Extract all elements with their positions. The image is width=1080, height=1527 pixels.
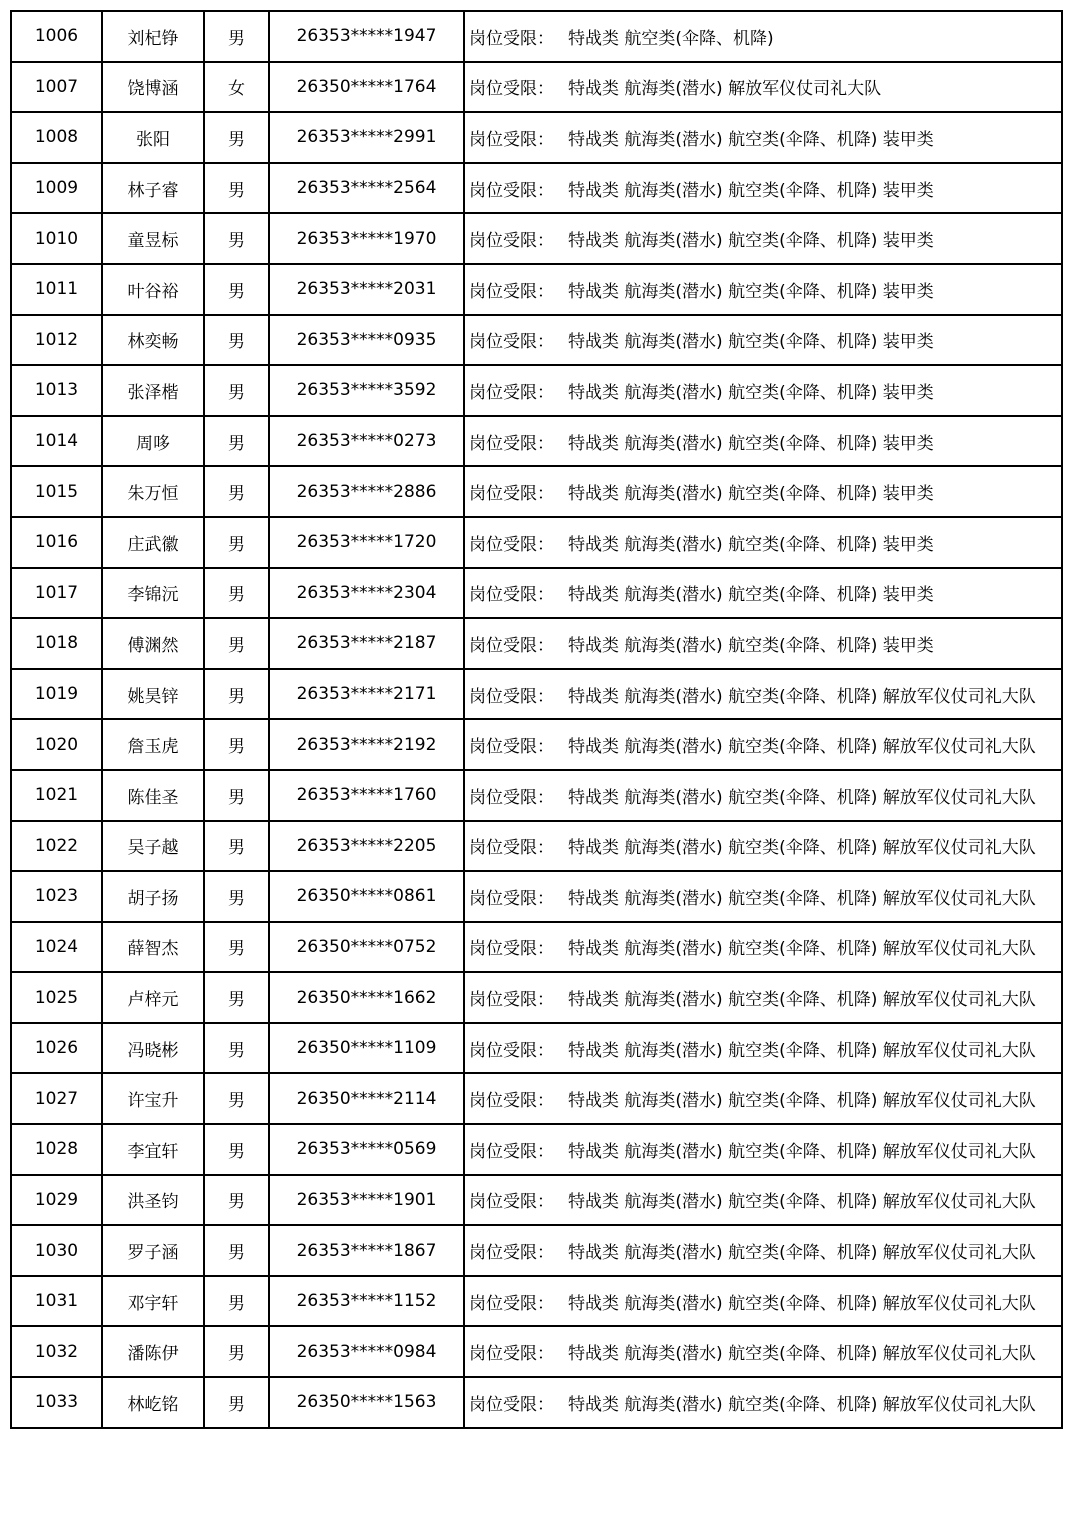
gender-cell: 男 [204, 315, 269, 366]
restriction-text: 特战类 航海类(潜水) 航空类(伞降、机降) 解放军仪仗司礼大队 [568, 1293, 1036, 1314]
restriction-text: 特战类 航海类(潜水) 航空类(伞降、机降) 解放军仪仗司礼大队 [568, 1091, 1036, 1112]
row-number-cell: 1014 [11, 416, 102, 467]
id-code-cell: 26350*****1662 [269, 972, 464, 1023]
name-cell: 罗子涵 [102, 1225, 204, 1276]
row-number-cell: 1012 [11, 315, 102, 366]
id-code-cell: 26353*****1867 [269, 1225, 464, 1276]
row-number-cell: 1011 [11, 264, 102, 315]
row-number-cell: 1029 [11, 1175, 102, 1226]
restriction-label: 岗位受限： [469, 787, 554, 808]
table-row [11, 62, 1062, 113]
restriction-note-cell [464, 365, 1062, 416]
restriction-label: 岗位受限： [469, 79, 554, 100]
restriction-label: 岗位受限： [469, 180, 554, 201]
row-number-cell: 1032 [11, 1326, 102, 1377]
name-cell: 卢梓元 [102, 972, 204, 1023]
name-cell: 许宝升 [102, 1073, 204, 1124]
name-cell: 冯晓彬 [102, 1023, 204, 1074]
name-cell: 李宜轩 [102, 1124, 204, 1175]
gender-cell: 男 [204, 365, 269, 416]
restriction-label: 岗位受限： [469, 1344, 554, 1365]
table-row [11, 1377, 1062, 1428]
restriction-text: 特战类 航海类(潜水) 航空类(伞降、机降) 解放军仪仗司礼大队 [568, 1243, 1036, 1264]
table-row [11, 770, 1062, 821]
row-number-cell: 1006 [11, 11, 102, 62]
id-code-cell: 26350*****0752 [269, 922, 464, 973]
restriction-label: 岗位受限： [469, 231, 554, 252]
row-number-cell: 1033 [11, 1377, 102, 1428]
table-row [11, 517, 1062, 568]
gender-cell: 男 [204, 1225, 269, 1276]
gender-cell: 男 [204, 163, 269, 214]
restriction-label: 岗位受限： [469, 585, 554, 606]
name-cell: 薛智杰 [102, 922, 204, 973]
name-cell: 饶博涵 [102, 62, 204, 113]
name-cell: 朱万恒 [102, 466, 204, 517]
restriction-note-cell [464, 1175, 1062, 1226]
gender-cell: 男 [204, 618, 269, 669]
row-number-cell: 1027 [11, 1073, 102, 1124]
row-number-cell: 1008 [11, 112, 102, 163]
gender-cell: 男 [204, 821, 269, 872]
restriction-text: 特战类 航海类(潜水) 航空类(伞降、机降) 解放军仪仗司礼大队 [568, 686, 1036, 707]
gender-cell: 男 [204, 568, 269, 619]
id-code-cell: 26353*****2886 [269, 466, 464, 517]
name-cell: 潘陈伊 [102, 1326, 204, 1377]
restriction-note-cell [464, 264, 1062, 315]
restriction-note-cell [464, 62, 1062, 113]
gender-cell: 男 [204, 871, 269, 922]
restriction-note-cell [464, 517, 1062, 568]
gender-cell: 男 [204, 669, 269, 720]
restriction-text: 特战类 航海类(潜水) 航空类(伞降、机降) 装甲类 [568, 534, 934, 555]
name-cell: 童昱标 [102, 213, 204, 264]
id-code-cell: 26353*****2192 [269, 719, 464, 770]
restriction-text: 特战类 航海类(潜水) 航空类(伞降、机降) 解放军仪仗司礼大队 [568, 990, 1036, 1011]
restriction-note-cell [464, 1326, 1062, 1377]
row-number-cell: 1022 [11, 821, 102, 872]
gender-cell: 男 [204, 112, 269, 163]
row-number-cell: 1021 [11, 770, 102, 821]
restriction-text: 特战类 航海类(潜水) 航空类(伞降、机降) 解放军仪仗司礼大队 [568, 1040, 1036, 1061]
gender-cell: 男 [204, 1124, 269, 1175]
id-code-cell: 26353*****0273 [269, 416, 464, 467]
restriction-note-cell [464, 972, 1062, 1023]
restriction-text: 特战类 航海类(潜水) 航空类(伞降、机降) 装甲类 [568, 635, 934, 656]
table-row [11, 466, 1062, 517]
gender-cell: 女 [204, 62, 269, 113]
restriction-table [10, 10, 1063, 1429]
name-cell: 吴子越 [102, 821, 204, 872]
restriction-text: 特战类 航海类(潜水) 航空类(伞降、机降) 解放军仪仗司礼大队 [568, 737, 1036, 758]
name-cell: 林子睿 [102, 163, 204, 214]
restriction-label: 岗位受限： [469, 281, 554, 302]
row-number-cell: 1025 [11, 972, 102, 1023]
table-row [11, 365, 1062, 416]
name-cell: 张泽楷 [102, 365, 204, 416]
row-number-cell: 1010 [11, 213, 102, 264]
restriction-text: 特战类 航海类(潜水) 航空类(伞降、机降) 解放军仪仗司礼大队 [568, 838, 1036, 859]
name-cell: 林奕畅 [102, 315, 204, 366]
restriction-note-cell [464, 112, 1062, 163]
table-row [11, 1124, 1062, 1175]
id-code-cell: 26353*****2991 [269, 112, 464, 163]
gender-cell: 男 [204, 972, 269, 1023]
name-cell: 邓宇轩 [102, 1276, 204, 1327]
row-number-cell: 1007 [11, 62, 102, 113]
restriction-label: 岗位受限： [469, 888, 554, 909]
id-code-cell: 26353*****1760 [269, 770, 464, 821]
gender-cell: 男 [204, 264, 269, 315]
id-code-cell: 26353*****2171 [269, 669, 464, 720]
restriction-label: 岗位受限： [469, 635, 554, 656]
name-cell: 詹玉虎 [102, 719, 204, 770]
id-code-cell: 26353*****2187 [269, 618, 464, 669]
table-row [11, 315, 1062, 366]
table-row [11, 669, 1062, 720]
id-code-cell: 26353*****1901 [269, 1175, 464, 1226]
restriction-text: 特战类 航海类(潜水) 航空类(伞降、机降) 装甲类 [568, 281, 934, 302]
gender-cell: 男 [204, 11, 269, 62]
gender-cell: 男 [204, 416, 269, 467]
table-row [11, 11, 1062, 62]
id-code-cell: 26353*****1152 [269, 1276, 464, 1327]
restriction-label: 岗位受限： [469, 1091, 554, 1112]
table-row [11, 163, 1062, 214]
restriction-text: 特战类 航海类(潜水) 航空类(伞降、机降) 解放军仪仗司礼大队 [568, 1141, 1036, 1162]
restriction-note-cell [464, 1023, 1062, 1074]
row-number-cell: 1026 [11, 1023, 102, 1074]
id-code-cell: 26353*****0935 [269, 315, 464, 366]
table-row [11, 213, 1062, 264]
id-code-cell: 26350*****1764 [269, 62, 464, 113]
id-code-cell: 26353*****0569 [269, 1124, 464, 1175]
restriction-text: 特战类 航空类(伞降、机降) [568, 28, 774, 49]
table-row [11, 1073, 1062, 1124]
restriction-label: 岗位受限： [469, 433, 554, 454]
row-number-cell: 1024 [11, 922, 102, 973]
id-code-cell: 26353*****2304 [269, 568, 464, 619]
gender-cell: 男 [204, 1073, 269, 1124]
table-row [11, 922, 1062, 973]
table-row [11, 719, 1062, 770]
id-code-cell: 26350*****1563 [269, 1377, 464, 1428]
restriction-text: 特战类 航海类(潜水) 航空类(伞降、机降) 装甲类 [568, 180, 934, 201]
row-number-cell: 1013 [11, 365, 102, 416]
restriction-note-cell [464, 1377, 1062, 1428]
row-number-cell: 1019 [11, 669, 102, 720]
restriction-label: 岗位受限： [469, 129, 554, 150]
table-row [11, 1175, 1062, 1226]
gender-cell: 男 [204, 1377, 269, 1428]
restriction-note-cell [464, 1276, 1062, 1327]
id-code-cell: 26353*****1947 [269, 11, 464, 62]
restriction-note-cell [464, 770, 1062, 821]
restriction-note-cell [464, 213, 1062, 264]
table-row [11, 112, 1062, 163]
restriction-label: 岗位受限： [469, 332, 554, 353]
restriction-note-cell [464, 1225, 1062, 1276]
restriction-label: 岗位受限： [469, 737, 554, 758]
restriction-note-cell [464, 821, 1062, 872]
gender-cell: 男 [204, 1023, 269, 1074]
gender-cell: 男 [204, 1326, 269, 1377]
restriction-label: 岗位受限： [469, 1040, 554, 1061]
table-row [11, 264, 1062, 315]
restriction-label: 岗位受限： [469, 1192, 554, 1213]
table-row [11, 568, 1062, 619]
name-cell: 叶谷裕 [102, 264, 204, 315]
name-cell: 庄武徽 [102, 517, 204, 568]
name-cell: 林屹铭 [102, 1377, 204, 1428]
restriction-text: 特战类 航海类(潜水) 航空类(伞降、机降) 解放军仪仗司礼大队 [568, 1344, 1036, 1365]
gender-cell: 男 [204, 719, 269, 770]
row-number-cell: 1015 [11, 466, 102, 517]
name-cell: 洪圣钧 [102, 1175, 204, 1226]
table-row [11, 618, 1062, 669]
gender-cell: 男 [204, 517, 269, 568]
restriction-text: 特战类 航海类(潜水) 航空类(伞降、机降) 解放军仪仗司礼大队 [568, 787, 1036, 808]
restriction-note-cell [464, 618, 1062, 669]
restriction-text: 特战类 航海类(潜水) 航空类(伞降、机降) 装甲类 [568, 129, 934, 150]
restriction-label: 岗位受限： [469, 838, 554, 859]
restriction-note-cell [464, 1124, 1062, 1175]
id-code-cell: 26350*****0861 [269, 871, 464, 922]
restriction-label: 岗位受限： [469, 939, 554, 960]
table-row [11, 972, 1062, 1023]
restriction-label: 岗位受限： [469, 990, 554, 1011]
table-row [11, 821, 1062, 872]
restriction-label: 岗位受限： [469, 534, 554, 555]
name-cell: 周哆 [102, 416, 204, 467]
gender-cell: 男 [204, 922, 269, 973]
row-number-cell: 1028 [11, 1124, 102, 1175]
row-number-cell: 1031 [11, 1276, 102, 1327]
name-cell: 陈佳圣 [102, 770, 204, 821]
table-row [11, 1225, 1062, 1276]
name-cell: 刘杞铮 [102, 11, 204, 62]
restriction-note-cell [464, 922, 1062, 973]
restriction-note-cell [464, 871, 1062, 922]
row-number-cell: 1030 [11, 1225, 102, 1276]
id-code-cell: 26353*****2031 [269, 264, 464, 315]
name-cell: 姚昊锌 [102, 669, 204, 720]
restriction-text: 特战类 航海类(潜水) 航空类(伞降、机降) 解放军仪仗司礼大队 [568, 888, 1036, 909]
restriction-note-cell [464, 568, 1062, 619]
restriction-label: 岗位受限： [469, 1141, 554, 1162]
row-number-cell: 1017 [11, 568, 102, 619]
restriction-note-cell [464, 1073, 1062, 1124]
id-code-cell: 26353*****1720 [269, 517, 464, 568]
table-row [11, 1023, 1062, 1074]
table-body [11, 11, 1062, 1428]
gender-cell: 男 [204, 770, 269, 821]
restriction-text: 特战类 航海类(潜水) 解放军仪仗司礼大队 [568, 79, 882, 100]
restriction-note-cell [464, 669, 1062, 720]
row-number-cell: 1009 [11, 163, 102, 214]
restriction-text: 特战类 航海类(潜水) 航空类(伞降、机降) 解放军仪仗司礼大队 [568, 939, 1036, 960]
id-code-cell: 26353*****2564 [269, 163, 464, 214]
restriction-note-cell [464, 163, 1062, 214]
restriction-label: 岗位受限： [469, 28, 554, 49]
restriction-label: 岗位受限： [469, 1293, 554, 1314]
gender-cell: 男 [204, 1175, 269, 1226]
restriction-text: 特战类 航海类(潜水) 航空类(伞降、机降) 解放军仪仗司礼大队 [568, 1394, 1036, 1415]
restriction-note-cell [464, 315, 1062, 366]
gender-cell: 男 [204, 1276, 269, 1327]
restriction-note-cell [464, 466, 1062, 517]
row-number-cell: 1023 [11, 871, 102, 922]
restriction-text: 特战类 航海类(潜水) 航空类(伞降、机降) 装甲类 [568, 332, 934, 353]
restriction-label: 岗位受限： [469, 1394, 554, 1415]
id-code-cell: 26353*****2205 [269, 821, 464, 872]
table-row [11, 871, 1062, 922]
id-code-cell: 26353*****1970 [269, 213, 464, 264]
gender-cell: 男 [204, 213, 269, 264]
restriction-text: 特战类 航海类(潜水) 航空类(伞降、机降) 装甲类 [568, 433, 934, 454]
row-number-cell: 1020 [11, 719, 102, 770]
row-number-cell: 1018 [11, 618, 102, 669]
table-row [11, 416, 1062, 467]
row-number-cell: 1016 [11, 517, 102, 568]
restriction-text: 特战类 航海类(潜水) 航空类(伞降、机降) 解放军仪仗司礼大队 [568, 1192, 1036, 1213]
name-cell: 胡子扬 [102, 871, 204, 922]
restriction-label: 岗位受限： [469, 1243, 554, 1264]
restriction-label: 岗位受限： [469, 382, 554, 403]
name-cell: 李锦沅 [102, 568, 204, 619]
restriction-note-cell [464, 11, 1062, 62]
name-cell: 傅渊然 [102, 618, 204, 669]
restriction-text: 特战类 航海类(潜水) 航空类(伞降、机降) 装甲类 [568, 484, 934, 505]
restriction-note-cell [464, 719, 1062, 770]
name-cell: 张阳 [102, 112, 204, 163]
table-row [11, 1276, 1062, 1327]
id-code-cell: 26350*****2114 [269, 1073, 464, 1124]
id-code-cell: 26353*****0984 [269, 1326, 464, 1377]
id-code-cell: 26350*****1109 [269, 1023, 464, 1074]
restriction-label: 岗位受限： [469, 484, 554, 505]
restriction-text: 特战类 航海类(潜水) 航空类(伞降、机降) 装甲类 [568, 382, 934, 403]
restriction-note-cell [464, 416, 1062, 467]
restriction-text: 特战类 航海类(潜水) 航空类(伞降、机降) 装甲类 [568, 585, 934, 606]
table-row [11, 1326, 1062, 1377]
restriction-label: 岗位受限： [469, 686, 554, 707]
id-code-cell: 26353*****3592 [269, 365, 464, 416]
gender-cell: 男 [204, 466, 269, 517]
restriction-text: 特战类 航海类(潜水) 航空类(伞降、机降) 装甲类 [568, 231, 934, 252]
